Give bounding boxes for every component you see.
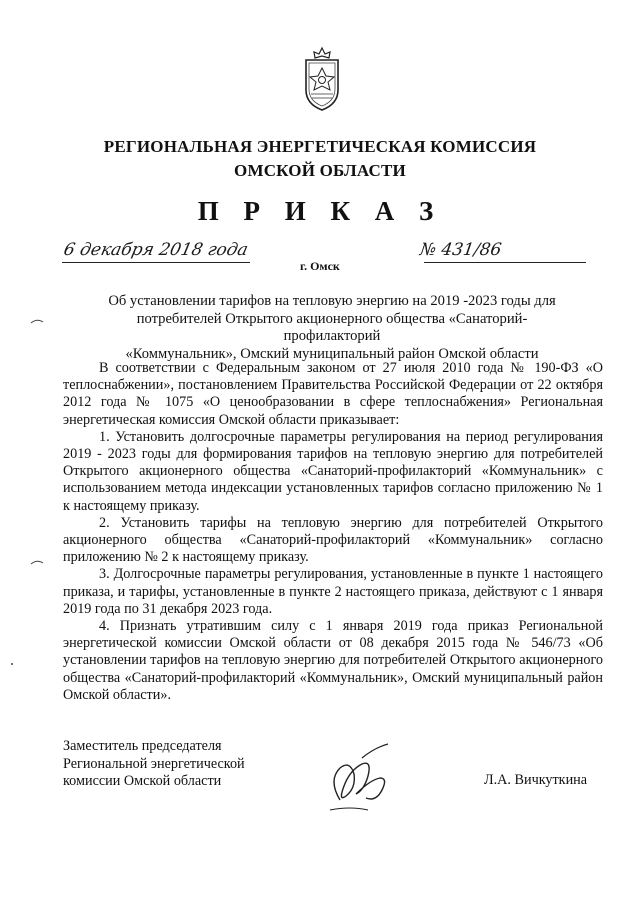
handwritten-signature bbox=[310, 740, 400, 820]
city-label: г. Омск bbox=[300, 259, 340, 273]
signatory-name: Л.А. Вичкуткина bbox=[484, 772, 588, 788]
order-item-1: 1. Установить долгосрочные параметры регулирования на период регулирования 2019 - 2023 годы для формирования тарифов на тепловую энергию для потребителей Открытого акционерного общества «Санаторий-профилакторий «Коммунальник» с использованием метода индексации установленных тарифов согласно приложению № 1 к настоящему приказу. bbox=[63, 428, 603, 514]
scan-margin-mark bbox=[30, 318, 44, 324]
coat-of-arms-icon bbox=[300, 44, 344, 112]
order-body bbox=[63, 360, 603, 704]
order-subject bbox=[92, 293, 572, 363]
subject-line: «Коммунальник», Омский муниципальный район Омской области bbox=[125, 345, 539, 362]
organization-name-line2: ОМСКОЙ ОБЛАСТИ bbox=[234, 161, 406, 180]
handwritten-order-number: № 431/86 bbox=[418, 240, 503, 260]
date-underline bbox=[62, 262, 250, 263]
scan-margin-mark bbox=[30, 559, 44, 565]
order-item-2: 2. Установить тарифы на тепловую энергию для потребителей Открытого акционерного общества «Санаторий-профилакторий «Коммунальник» согласно приложению № 2 к настоящему приказу. bbox=[63, 514, 603, 566]
number-underline bbox=[424, 262, 586, 263]
organization-name-line1: РЕГИОНАЛЬНАЯ ЭНЕРГЕТИЧЕСКАЯ КОМИССИЯ bbox=[103, 137, 537, 156]
order-item-4: 4. Признать утратившим силу с 1 января 2019 года приказ Региональной энергетической комиссии Омской области от 08 декабря 2015 года № 546/73 «Об установлении тарифов на тепловую энергию для потребителей Открытого акционерного общества «Санаторий-профилакторий «Коммунальник», Омский муниципальный район Омской области». bbox=[63, 618, 603, 703]
position-line: комиссии Омской области bbox=[63, 773, 222, 789]
subject-line: Об установлении тарифов на тепловую энергию на 2019 -2023 годы для bbox=[108, 293, 556, 309]
position-line: Региональной энергетической bbox=[63, 755, 245, 772]
handwritten-date: 6 декабря 2018 года bbox=[61, 240, 250, 260]
document-type-title: П Р И К А З bbox=[197, 196, 443, 226]
signatory-position bbox=[63, 738, 245, 791]
scan-margin-dot bbox=[10, 661, 14, 667]
preamble-paragraph: В соответствии с Федеральным законом от 27 июля 2010 года № 190-ФЗ «О теплоснабжении», постановлением Правительства Российской Федерации от 22 октября 2012 года № 1075 «О ценообразовании в сфере теплоснабжения» Региональная энергетическая комиссия Омской области приказывает: bbox=[63, 360, 603, 428]
subject-line: потребителей Открытого акционерного общества «Санаторий-профилакторий bbox=[136, 310, 528, 344]
position-line: Заместитель председателя bbox=[63, 738, 222, 754]
order-item-3: 3. Долгосрочные параметры регулирования, установленные в пункте 1 настоящего приказа, и тарифы, установленные в пункте 2 настоящего приказа, действуют с 1 января 2019 года по 31 декабря 2023 года. bbox=[63, 566, 603, 617]
